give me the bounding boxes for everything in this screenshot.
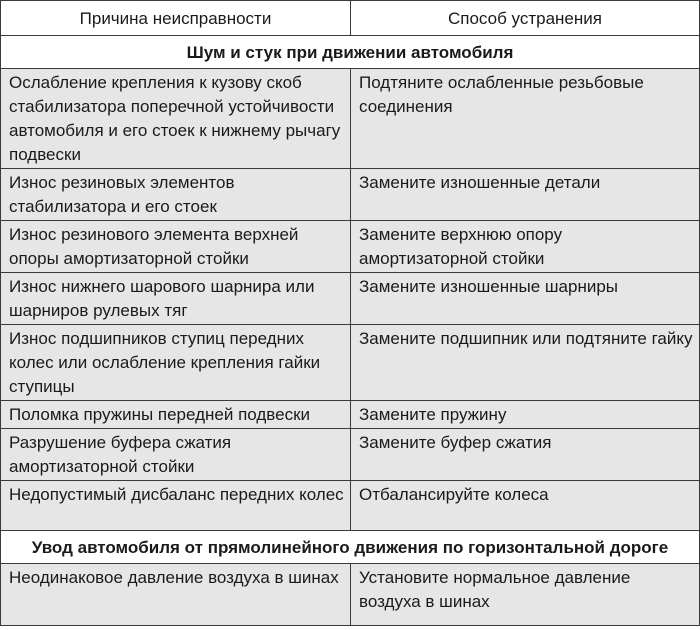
cause-cell: Износ резиновых элементов стабилизатора и его стоек (1, 169, 351, 221)
cause-cell: Износ подшипников ступиц передних колес или ослабление крепления гайки ступицы (1, 325, 351, 401)
table-row (1, 221, 700, 273)
section-title: Увод автомобиля от прямолинейного движения по горизонтальной дороге (1, 531, 700, 564)
cause-cell: Недопустимый дисбаланс передних колес (1, 481, 351, 531)
table-row (1, 69, 700, 169)
table-row (1, 481, 700, 531)
table-row (1, 429, 700, 481)
table-row (1, 325, 700, 401)
cause-cell: Износ резинового элемента верхней опоры амортизаторной стойки (1, 221, 351, 273)
fix-cell: Замените буфер сжатия (351, 429, 700, 481)
section-row (1, 531, 700, 564)
fix-cell: Замените пружину (351, 401, 700, 429)
header-cause: Причина неисправности (1, 1, 351, 36)
cause-cell: Разрушение буфера сжатия амортизаторной стойки (1, 429, 351, 481)
table-row (1, 273, 700, 325)
fix-cell: Подтяните ослабленные резьбовые соединения (351, 69, 700, 169)
cause-cell: Ослабление крепления к кузову скоб стабилизатора поперечной устойчивости автомобиля и его стоек к нижнему рычагу подвески (1, 69, 351, 169)
fix-cell: Замените верхнюю опору амортизаторной стойки (351, 221, 700, 273)
table-row (1, 169, 700, 221)
cause-cell: Поломка пружины передней подвески (1, 401, 351, 429)
section-row (1, 36, 700, 69)
header-row (1, 1, 700, 36)
section-title: Шум и стук при движении автомобиля (1, 36, 700, 69)
table-row (1, 564, 700, 626)
cause-cell: Неодинаковое давление воздуха в шинах (1, 564, 351, 626)
fix-cell: Отбалансируйте колеса (351, 481, 700, 531)
table-row (1, 401, 700, 429)
fix-cell: Замените изношенные шарниры (351, 273, 700, 325)
fix-cell: Установите нормальное давление воздуха в шинах (351, 564, 700, 626)
cause-cell: Износ нижнего шарового шарнира или шарниров рулевых тяг (1, 273, 351, 325)
fix-cell: Замените изношенные детали (351, 169, 700, 221)
fix-cell: Замените подшипник или подтяните гайку (351, 325, 700, 401)
header-fix: Способ устранения (351, 1, 700, 36)
